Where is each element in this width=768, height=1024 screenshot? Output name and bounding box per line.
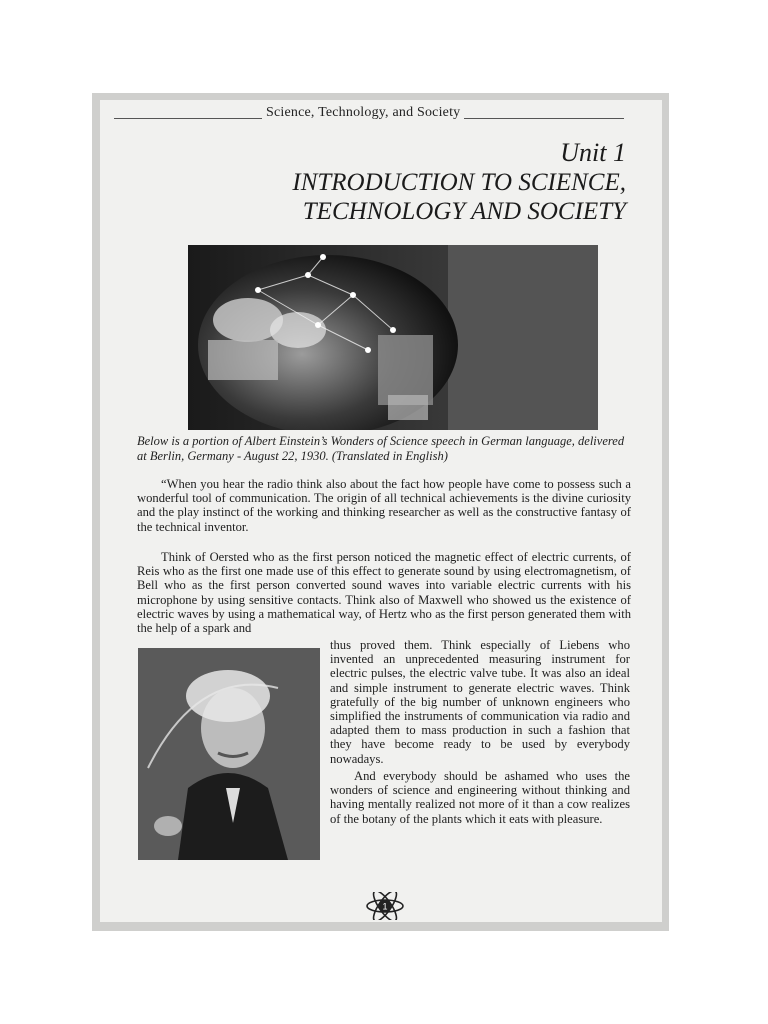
atom-emblem xyxy=(365,892,405,920)
unit-title-line-1: INTRODUCTION TO SCIENCE, xyxy=(292,169,626,196)
paragraph-2: Think of Oersted who as the first person noticed the magnetic effect of electric currents, of Reis who as the first one made use of this effect to generate sound by using electromagnetism, of Bell who as the first person converted sound waves into variable electric currents with his microphone by using sensitive contacts. Think also of Maxwell who showed us the existence of electric waves by using a mathematical way, of Hertz who as the first person generated them with the help of a spark and xyxy=(137,550,631,636)
einstein-portrait xyxy=(138,648,320,860)
hero-illustration xyxy=(188,245,598,430)
running-head: Science, Technology, and Society xyxy=(262,105,464,121)
paragraph-1: “When you hear the radio think also about the fact how people have come to possess such a wonderful tool of communication. The origin of all technical achievements is the divine curiosity and the play instinct of the working and thinking researcher as well as the constructive fantasy of the technical inventor. xyxy=(137,477,631,534)
paragraph-3: thus proved them. Think especially of Liebens who invented an unprecedented measuring instrument for electric pulses, the electric valve tube. It was also an ideal and simple instrument to generate electric waves. Think gratefully of the big number of unknown engineers who simplified the instruments of communication via radio and adapted them to mass production in such a fashion that they have become ready to be used by everybody nowadays. xyxy=(330,638,630,766)
hero-collage-graphic xyxy=(188,245,598,430)
atom-page-number-icon xyxy=(365,892,405,920)
portrait-graphic xyxy=(138,648,320,860)
unit-title-line-2: TECHNOLOGY AND SOCIETY xyxy=(302,198,626,225)
paragraph-4: And everybody should be ashamed who uses the wonders of science and engineering without thinking and having mentally realized not more of it than a cow realizes of the botany of the plants which it eats with pleasure. xyxy=(330,769,630,826)
image-caption: Below is a portion of Albert Einstein’s Wonders of Science speech in German language, delivered at Berlin, Germany - August 22, 1930. (Translated in English) xyxy=(137,434,625,463)
page-number: 1 xyxy=(382,901,388,912)
unit-label: Unit 1 xyxy=(560,138,626,167)
unit-title xyxy=(156,168,626,226)
